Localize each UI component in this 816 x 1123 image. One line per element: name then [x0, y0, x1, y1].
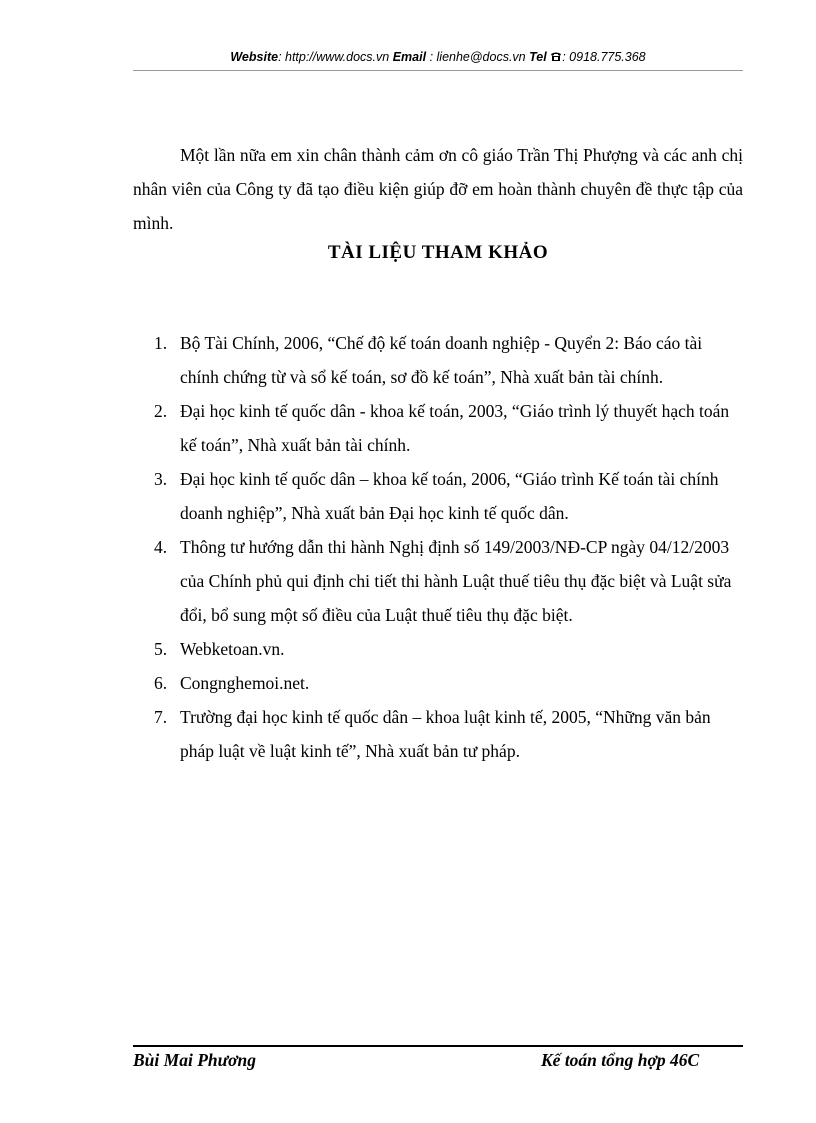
reference-number: 4. — [154, 537, 168, 557]
email-label: Email — [392, 50, 427, 64]
reference-text: Bộ Tài Chính, 2006, “Chế độ kế toán doanh nghiệp - Quyển 2: Báo cáo tài chính chứng từ và sổ kế toán, sơ đồ kế toán”, Nhà xuất bản tài chính. — [180, 333, 703, 387]
reference-number: 1. — [154, 333, 168, 353]
reference-number: 6. — [154, 673, 168, 693]
reference-item — [133, 700, 743, 768]
references-title: TÀI LIỆU THAM KHẢO — [327, 242, 549, 263]
reference-number: 5. — [154, 639, 168, 659]
reference-item — [133, 666, 743, 700]
reference-text: Đại học kinh tế quốc dân – khoa kế toán, 2006, “Giáo trình Kế toán tài chính doanh nghiệp”, Nhà xuất bản Đại học kinh tế quốc dân. — [180, 469, 719, 523]
reference-text: Congnghemoi.net. — [180, 673, 310, 693]
reference-item — [133, 530, 743, 632]
page-header — [133, 50, 743, 64]
reference-item — [133, 632, 743, 666]
reference-text: Webketoan.vn. — [180, 639, 285, 659]
tel-value: : 0918.775.368 — [562, 50, 646, 64]
references-list — [133, 326, 743, 768]
reference-number: 7. — [154, 707, 168, 727]
reference-item — [133, 462, 743, 530]
footer-author: Bùi Mai Phương — [133, 1050, 256, 1070]
reference-item — [133, 326, 743, 394]
website-value[interactable]: : http://www.docs.vn — [278, 50, 390, 64]
reference-number: 2. — [154, 401, 168, 421]
reference-text: Thông tư hướng dẫn thi hành Nghị định số 149/2003/NĐ-CP ngày 04/12/2003 của Chính phủ qui định chi tiết thi hành Luật thuế tiêu thụ đặc biệt và Luật sửa đổi, bổ sung một số điều của Luật thuế tiêu thụ đặc biệt. — [180, 537, 732, 625]
footer-class: Kế toán tổng hợp 46C — [541, 1050, 700, 1070]
acknowledgement-paragraph: Một lần nữa em xin chân thành cảm ơn cô giáo Trần Thị Phượng và các anh chị nhân viên của Công ty đã tạo điều kiện giúp đỡ em hoàn thành chuyên đề thực tập của mình. — [133, 145, 743, 233]
reference-number: 3. — [154, 469, 168, 489]
website-label: Website — [230, 50, 279, 64]
tel-label: Tel — [529, 50, 547, 64]
email-value[interactable]: : lienhe@docs.vn — [429, 50, 526, 64]
reference-text: Đại học kinh tế quốc dân - khoa kế toán, 2003, “Giáo trình lý thuyết hạch toán kế toán”, Nhà xuất bản tài chính. — [180, 401, 730, 455]
header-divider — [133, 70, 743, 71]
footer-divider — [133, 1045, 743, 1047]
reference-text: Trường đại học kinh tế quốc dân – khoa luật kinh tế, 2005, “Những văn bản pháp luật về luật kinh tế”, Nhà xuất bản tư pháp. — [180, 707, 711, 761]
reference-item — [133, 394, 743, 462]
telephone-icon — [550, 50, 562, 64]
